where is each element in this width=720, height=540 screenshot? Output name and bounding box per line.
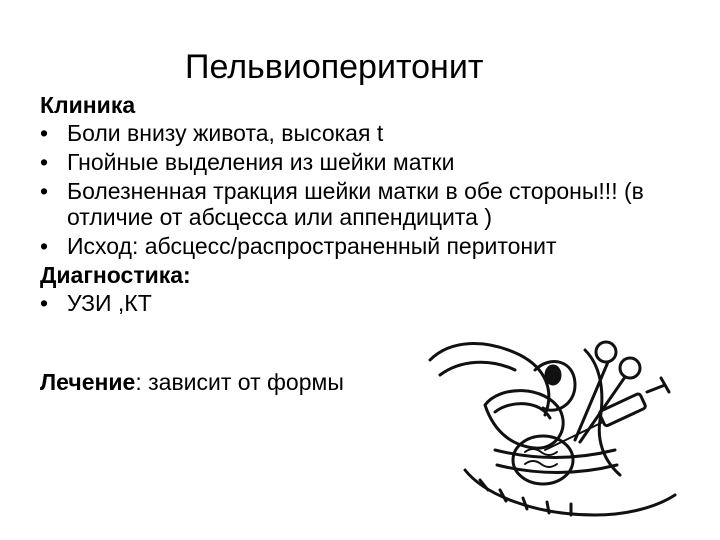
clinic-bullet-2 [40,149,680,175]
clinic-heading: Клиника [40,92,136,118]
bullet-marker: • [40,120,49,146]
diagnostics-bullet-1 [40,290,680,316]
bullet-marker: • [40,149,49,175]
clinic-bullet-text: Болезненная тракция шейки матки в обе стороны!!! (в отличие от абсцесса или аппендицита ) [67,178,644,230]
clinic-bullet-1 [40,120,680,146]
bullet-marker: • [40,290,49,316]
bullet-marker: • [40,233,49,259]
diagnostics-heading: Диагностика: [40,262,191,288]
clinic-bullet-4 [40,233,680,259]
diagnostics-bullet-text: УЗИ ,КТ [67,290,152,316]
treatment-text: : зависит от формы [135,369,344,395]
clinic-bullet-text: Гнойные выделения из шейки матки [67,149,455,175]
slide-title: Пельвиоперитонит [185,48,484,86]
clinic-bullet-text: Исход: абсцесс/распространенный перитонит [67,233,557,259]
clinic-bullet-text: Боли внизу живота, высокая t [67,120,384,146]
treatment-label: Лечение [40,369,136,395]
pelvic-anatomy-instruments-illustration [425,330,680,530]
bullet-marker: • [40,178,49,204]
clinic-bullet-3 [40,178,680,230]
